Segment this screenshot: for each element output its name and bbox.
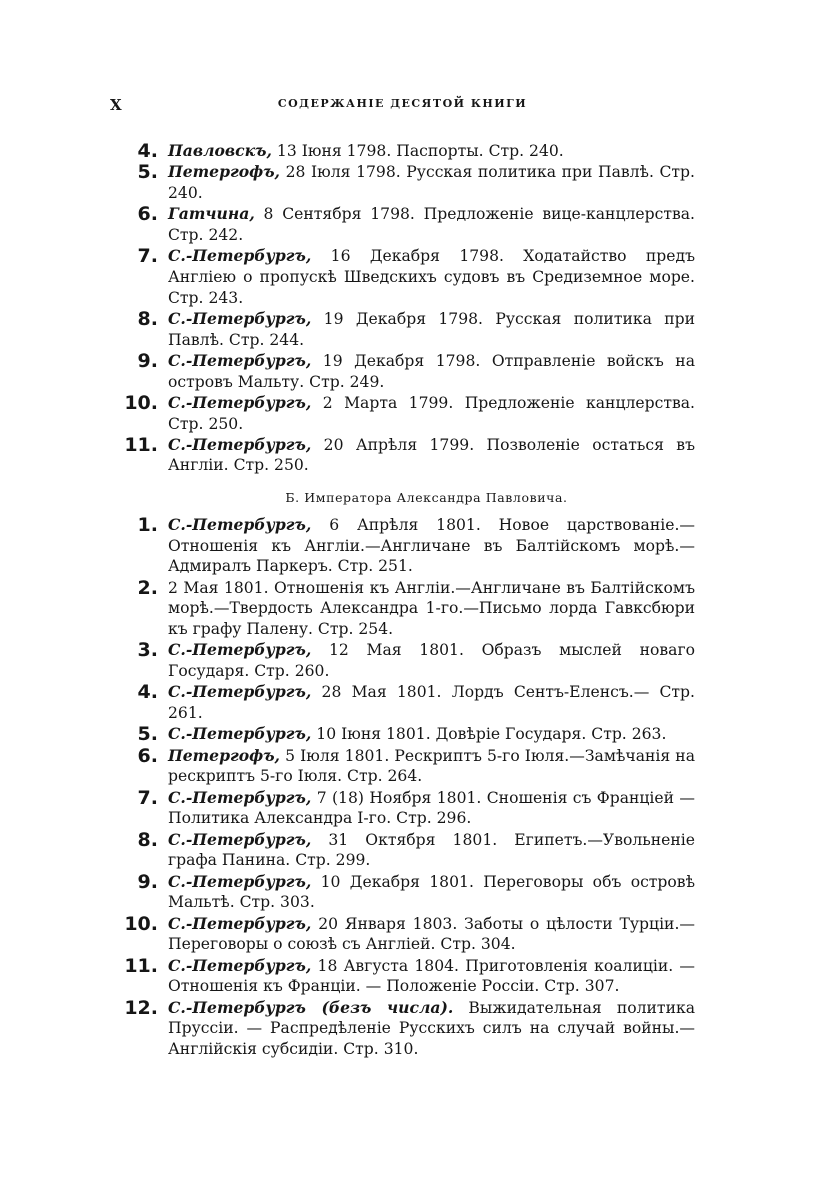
entry-text: 16 Декабря 1798. Ходатайство предъ Англіею о пропускѣ Шведскихъ судовъ въ Средиземное море. Стр. 243. [168,247,695,307]
entry-number: 4. [137,681,158,704]
entry-number: 9. [137,870,158,893]
entry-number: 11. [124,954,158,977]
entry-text: 10 Іюня 1801. Довѣріе Государя. Стр. 263. [311,725,667,744]
entry-place: С.-Петербургъ, [168,829,312,849]
entry-place: С.-Петербургъ, [168,724,312,744]
entry-text: 2 Марта 1799. Предложеніе канцлерства. Стр. 250. [168,393,695,433]
toc-entry [110,724,695,745]
entry-place: С.-Петербургъ, [168,955,312,975]
entry-number: 4. [137,140,158,162]
toc-entry [110,914,695,955]
toc-entry [110,351,695,392]
entry-number: 12. [124,996,158,1019]
entry-number: 3. [137,639,158,662]
entry-text: 31 Октября 1801. Египетъ.—Увольненіе графа Панина. Стр. 299. [168,830,695,870]
entry-text: 19 Декабря 1798. Русская политика при Павлѣ. Стр. 244. [168,309,695,349]
entry-text: 2 Мая 1801. Отношенія къ Англіи.—Англичане въ Балтійскомъ морѣ.—Твердость Александра 1-го.—Письмо лорда Гавксбюри къ графу Палену. Стр. 254. [168,578,695,638]
entry-text: 18 Августа 1804. Приготовленія коалиціи. — Отношенія къ Франціи. — Положеніе Россіи. Стр. 307. [168,956,695,996]
entry-number: 5. [137,161,158,184]
toc-entry [110,309,695,350]
entry-number: 6. [137,744,158,767]
entry-place: С.-Петербургъ, [168,787,312,807]
toc-entry [110,830,695,871]
table-of-contents [110,141,695,1060]
toc-entry [110,141,695,162]
entry-number: 10. [124,391,158,414]
toc-entry [110,246,695,308]
section-b-list [110,515,695,1059]
section-a-list [110,141,695,476]
entry-number: 10. [124,912,158,935]
entry-text: 20 Января 1803. Заботы о цѣлости Турціи.—Переговоры о союзѣ съ Англіей. Стр. 304. [168,914,695,954]
entry-place: С.-Петербургъ, [168,434,312,454]
entry-place: С.-Петербургъ, [168,515,312,535]
toc-entry [110,640,695,681]
toc-entry [110,872,695,913]
entry-place: Гатчина, [168,204,255,224]
toc-entry [110,435,695,476]
page-number: X [110,96,122,114]
section-b-heading: Б. Императора Александра Павловича. [285,490,568,506]
toc-entry [110,578,695,640]
toc-entry [110,682,695,723]
entry-text: Выжидательная политика Пруссіи. — Распредѣленіе Русскихъ силъ на случай войны.—Англійскія субсидіи. Стр. 310. [168,998,695,1058]
entry-text: 19 Декабря 1798. Отправленіе войскъ на островъ Мальту. Стр. 249. [168,351,695,391]
entry-text: 6 Апрѣля 1801. Новое царствованіе.— Отношенія къ Англіи.—Англичане въ Балтійскомъ морѣ.—Адмиралъ Паркеръ. Стр. 251. [168,516,695,576]
entry-place: С.-Петербургъ, [168,871,312,891]
entry-place: С.-Петербургъ, [168,308,312,328]
entry-place: С.-Петербургъ, [168,350,312,370]
entry-number: 8. [137,307,158,330]
entry-number: 5. [137,723,158,746]
entry-text: 20 Апрѣля 1799. Позволеніе остаться въ Англіи. Стр. 250. [168,435,695,475]
entry-place: Петергофъ, [168,162,280,182]
toc-entry [110,515,695,577]
toc-entry [110,393,695,434]
entry-number: 8. [137,828,158,851]
toc-entry [110,746,695,787]
entry-place: С.-Петербургъ, [168,246,312,266]
entry-number: 11. [124,433,158,456]
entry-text: 7 (18) Ноября 1801. Сношенія съ Франціей —Политика Александра I-го. Стр. 296. [168,788,695,828]
entry-number: 2. [137,576,158,599]
entry-place: С.-Петербургъ (безъ числа). [168,997,454,1017]
entry-number: 1. [137,514,158,537]
entry-number: 7. [137,245,158,268]
toc-entry [110,788,695,829]
entry-place: С.-Петербургъ, [168,392,312,412]
entry-place: С.-Петербургъ, [168,640,312,660]
entry-place: Петергофъ, [168,745,280,765]
page-header [110,96,695,116]
entry-place: С.-Петербургъ, [168,682,312,702]
entry-text: 13 Іюня 1798. Паспорты. Стр. 240. [271,142,564,160]
entry-text: 5 Іюля 1801. Рескриптъ 5-го Іюля.—Замѣчанія на рескриптъ 5-го Іюля. Стр. 264. [168,746,695,786]
entry-text: 10 Декабря 1801. Переговоры объ островѣ Мальтѣ. Стр. 303. [168,872,695,912]
toc-entry [110,998,695,1060]
toc-entry [110,204,695,245]
toc-entry [110,956,695,997]
entry-text: 8 Сентября 1798. Предложеніе вице-канцлерства. Стр. 242. [168,205,695,244]
entry-text: 28 Іюля 1798. Русская политика при Павлѣ. Стр. 240. [168,163,695,202]
entry-text: 28 Мая 1801. Лордъ Сентъ-Еленсъ.— Стр. 261. [168,683,695,722]
entry-text: 12 Мая 1801. Образъ мыслей новаго Государя. Стр. 260. [168,641,695,680]
entry-place: Павловскъ, [168,141,272,160]
entry-number: 9. [137,349,158,372]
entry-number: 6. [137,203,158,226]
running-title: СОДЕРЖАНІЕ ДЕСЯТОЙ КНИГИ [277,97,528,110]
entry-place: С.-Петербургъ, [168,913,312,933]
toc-entry [110,162,695,203]
entry-number: 7. [137,786,158,809]
